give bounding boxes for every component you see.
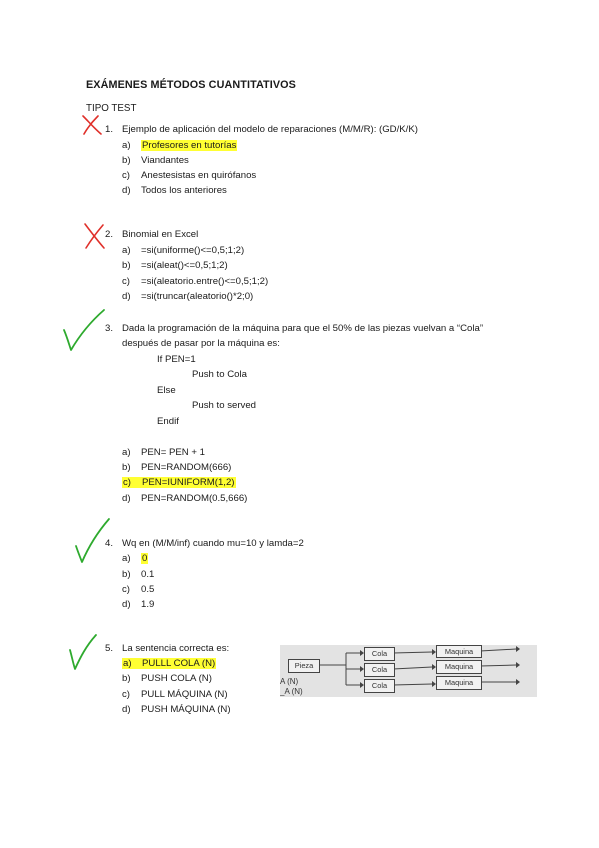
option-text: PEN=RANDOM(666) <box>141 462 232 473</box>
question-1-option-b <box>122 155 189 166</box>
option-text: Viandantes <box>141 155 189 166</box>
diagram-queue-box: Cola <box>364 679 395 693</box>
option-letter: d) <box>122 185 131 196</box>
option-letter: d) <box>122 704 131 715</box>
option-letter: c) <box>122 170 130 181</box>
question-1-text: Ejemplo de aplicación del modelo de reparaciones (M/M/R): (GD/K/K) <box>122 124 418 135</box>
diagram-machine-box: Maquina <box>436 676 482 690</box>
option-letter: d) <box>122 493 131 504</box>
question-2-option-d <box>122 291 253 302</box>
option-text: PULLL COLA (N) <box>142 658 216 669</box>
code-line-endif: Endif <box>157 416 179 427</box>
check-mark-icon <box>66 632 100 672</box>
question-2-option-c <box>122 276 268 287</box>
question-4-option-d <box>122 599 154 610</box>
question-5-option-b <box>122 673 212 684</box>
option-letter: c) <box>123 477 131 488</box>
question-3-option-a <box>122 447 205 458</box>
option-letter: b) <box>122 155 131 166</box>
option-text: =si(uniforme()<=0,5;1;2) <box>141 245 245 256</box>
option-letter: b) <box>122 260 131 271</box>
option-text: 0 <box>142 553 148 564</box>
question-5-number: 5. <box>105 643 114 654</box>
option-letter: d) <box>122 291 131 302</box>
question-3-option-d <box>122 493 247 504</box>
diagram-machine-box: Maquina <box>436 660 482 674</box>
cross-mark-icon <box>80 114 104 136</box>
option-text: Anestesistas en quirófanos <box>141 170 257 181</box>
diagram-source-box: Pieza <box>288 659 320 673</box>
option-letter: b) <box>122 462 131 473</box>
question-5-option-c <box>122 689 228 700</box>
document-title: EXÁMENES MÉTODOS CUANTITATIVOS <box>86 79 296 91</box>
option-letter: b) <box>122 673 131 684</box>
option-text: 0.5 <box>141 584 155 595</box>
diagram-queue-box: Cola <box>364 663 395 677</box>
option-text: =si(aleat()<=0,5;1;2) <box>141 260 228 271</box>
option-text: PUSH MÁQUINA (N) <box>141 704 231 715</box>
code-line-push-served: Push to served <box>192 400 256 411</box>
option-text: =si(truncar(aleatorio()*2;0) <box>141 291 254 302</box>
question-1-option-c <box>122 170 256 181</box>
code-line-if: If PEN=1 <box>157 354 196 365</box>
option-text: 1.9 <box>141 599 155 610</box>
option-letter: b) <box>122 569 131 580</box>
scanned-diagram <box>280 645 537 697</box>
question-4-number: 4. <box>105 538 114 549</box>
question-2-option-b <box>122 260 228 271</box>
option-letter: a) <box>122 447 131 458</box>
option-letter: c) <box>122 689 130 700</box>
option-text: PEN=IUNIFORM(1,2) <box>142 477 235 488</box>
question-3-option-c <box>122 477 236 488</box>
option-text: PEN= PEN + 1 <box>141 447 205 458</box>
code-line-else: Else <box>157 385 176 396</box>
code-line-push-cola: Push to Cola <box>192 369 247 380</box>
diagram-machine-box: Maquina <box>436 645 482 658</box>
option-text: Todos los anteriores <box>141 185 227 196</box>
check-mark-icon <box>60 306 108 354</box>
question-4-text: Wq en (M/M/inf) cuando mu=10 y lamda=2 <box>122 538 304 549</box>
option-letter: a) <box>123 658 132 669</box>
diagram-side-text: A (N) <box>280 677 299 686</box>
question-2-number: 2. <box>105 229 114 240</box>
question-4-option-b <box>122 569 154 580</box>
option-text: PULL MÁQUINA (N) <box>141 689 228 700</box>
diagram-queue-box: Cola <box>364 647 395 661</box>
option-letter: a) <box>122 245 131 256</box>
option-letter: c) <box>122 276 130 287</box>
option-letter: d) <box>122 599 131 610</box>
option-text: =si(aleatorio.entre()<=0,5;1;2) <box>141 276 269 287</box>
document-subtitle: TIPO TEST <box>86 103 137 114</box>
option-letter: a) <box>122 140 131 151</box>
question-3-number: 3. <box>105 323 114 334</box>
question-3-option-b <box>122 462 231 473</box>
question-1-option-a <box>122 140 237 151</box>
option-letter: c) <box>122 584 130 595</box>
question-2-option-a <box>122 245 244 256</box>
question-2-text: Binomial en Excel <box>122 229 199 240</box>
question-4-option-a <box>122 553 148 564</box>
option-text: PEN=RANDOM(0.5,666) <box>141 493 248 504</box>
question-5-text: La sentencia correcta es: <box>122 643 230 654</box>
question-3-text-line2: después de pasar por la máquina es: <box>122 338 280 349</box>
option-letter: a) <box>122 553 131 564</box>
question-5-option-a <box>122 658 216 669</box>
question-4-option-c <box>122 584 154 595</box>
option-text: Profesores en tutorías <box>142 140 237 151</box>
option-text: PUSH COLA (N) <box>141 673 212 684</box>
question-1-number: 1. <box>105 124 114 135</box>
question-5-option-d <box>122 704 231 715</box>
question-3-text: Dada la programación de la máquina para que el 50% de las piezas vuelvan a “Cola” <box>122 323 484 334</box>
question-1-option-d <box>122 185 227 196</box>
diagram-side-text: _A (N) <box>280 687 303 696</box>
option-text: 0.1 <box>141 569 155 580</box>
